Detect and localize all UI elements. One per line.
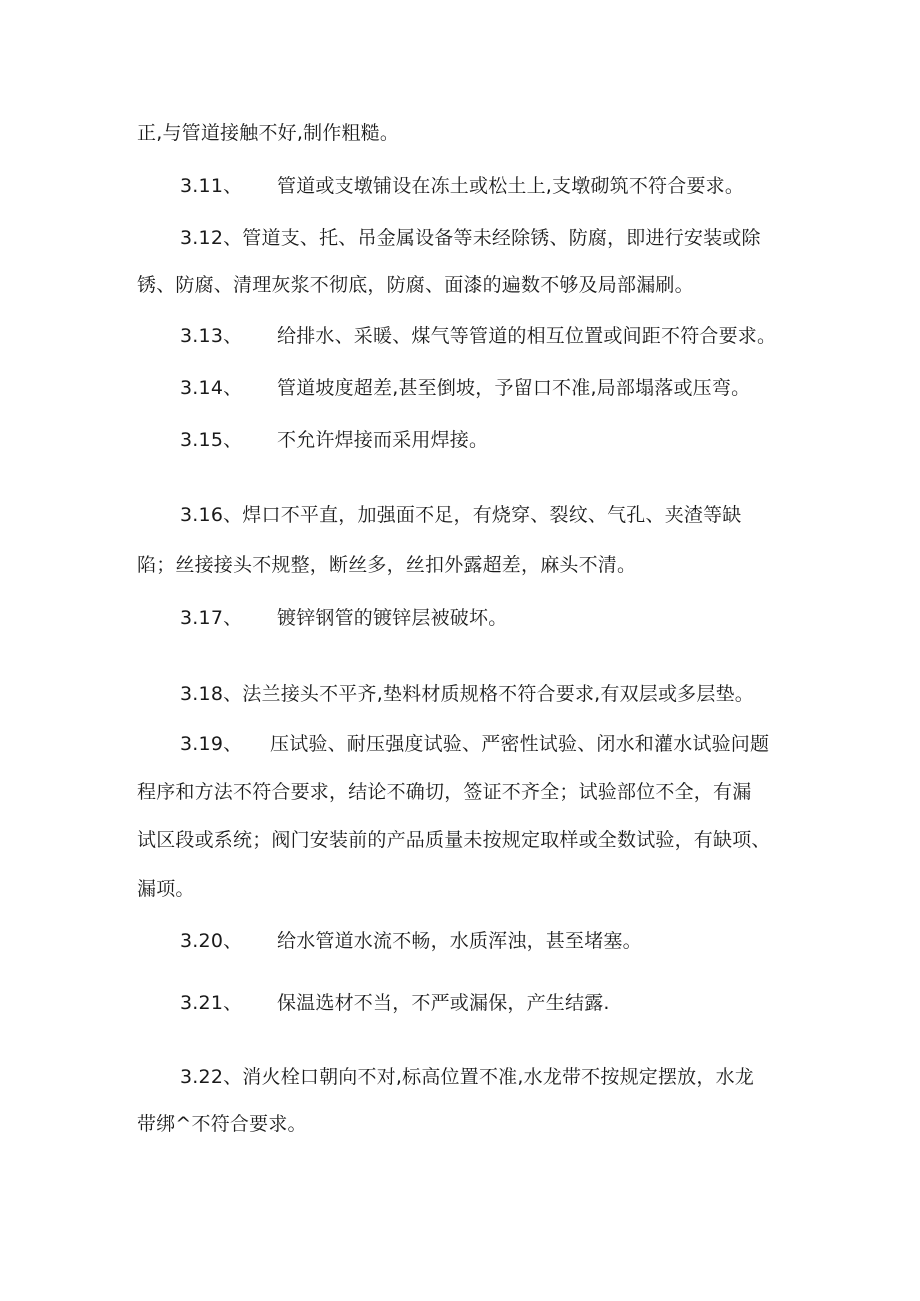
item-3-16-line-2: 陷；丝接接头不规整，断丝多，丝扣外露超差，麻头不清。 — [137, 554, 637, 576]
item-3-19-text-2: 程序和方法不符合要求，结论不确切，签证不齐全；试验部位不全，有漏 — [137, 781, 752, 803]
text-line-1: 正,与管道接触不好,制作粗糙。 — [137, 122, 400, 144]
item-3-19-text-1: 压试验、耐压强度试验、严密性试验、闭水和灌水试验问题 — [270, 733, 770, 755]
item-3-14-text: 管道坡度超差,甚至倒坡，予留口不准,局部塌落或压弯。 — [277, 377, 751, 399]
item-3-13-number: 3.13、 — [180, 325, 243, 347]
item-3-21-text: 保温选材不当，不严或漏保，产生结露. — [277, 992, 610, 1014]
item-3-19-number: 3.19、 — [180, 733, 243, 755]
item-3-15-number: 3.15、 — [180, 429, 243, 451]
item-3-12-line-2: 锈、防腐、清理灰浆不彻底，防腐、面漆的遍数不够及局部漏刷。 — [137, 274, 694, 296]
item-3-15-text: 不允许焊接而采用焊接。 — [277, 429, 489, 451]
item-3-20-text: 给水管道水流不畅，水质浑浊，甚至堵塞。 — [277, 930, 642, 952]
item-3-16-line-1: 3.16、焊口不平直，加强面不足，有烧穿、裂纹、气孔、夹渣等缺 — [180, 504, 742, 526]
item-3-18-line: 3.18、法兰接头不平齐,垫料材质规格不符合要求,有双层或多层垫。 — [180, 683, 754, 705]
item-3-17-text: 镀锌钢管的镀锌层被破坏。 — [277, 607, 508, 629]
item-3-19-text-4: 漏项。 — [137, 878, 195, 900]
item-3-20-number: 3.20、 — [180, 930, 243, 952]
item-3-12-line-1: 3.12、管道支、托、吊金属设备等未经除锈、防腐，即进行安装或除 — [180, 227, 761, 249]
item-3-13-text: 给排水、采暖、煤气等管道的相互位置或间距不符合要求。 — [277, 325, 777, 347]
item-3-21-number: 3.21、 — [180, 992, 243, 1014]
item-3-22-line-2: 带绑^不符合要求。 — [137, 1113, 307, 1135]
item-3-17-number: 3.17、 — [180, 607, 243, 629]
item-3-19-text-3: 试区段或系统；阀门安装前的产品质量未按规定取样或全数试验，有缺项、 — [137, 829, 771, 851]
item-3-14-number: 3.14、 — [180, 377, 243, 399]
item-3-11-number: 3.11、 — [180, 175, 243, 197]
item-3-22-line-1: 3.22、消火栓口朝向不对,标高位置不准,水龙带不按规定摆放，水龙 — [180, 1066, 754, 1088]
item-3-11-text: 管道或支墩铺设在冻土或松土上,支墩砌筑不符合要求。 — [277, 175, 745, 197]
